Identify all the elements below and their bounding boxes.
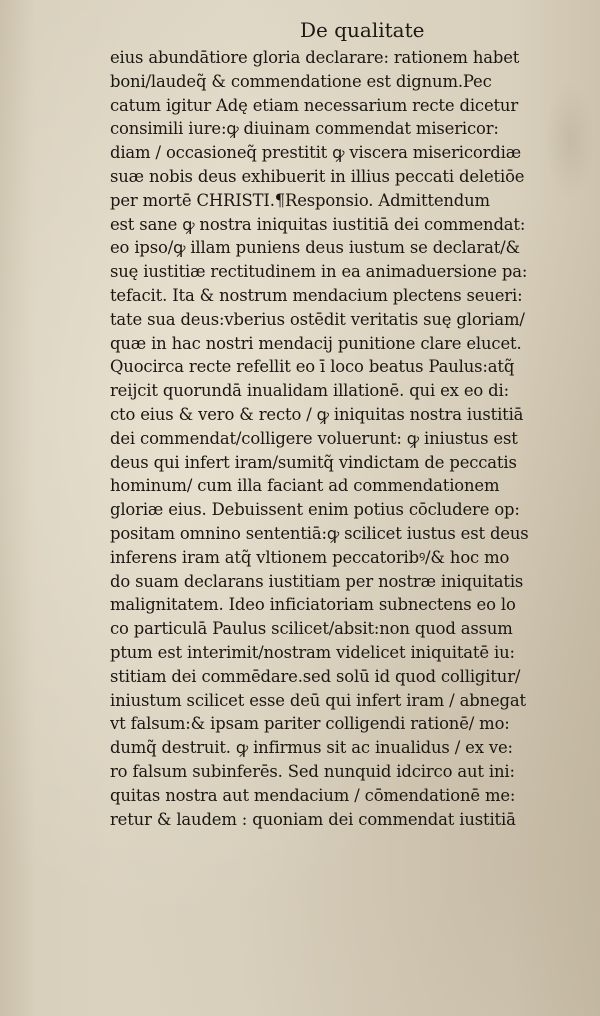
- text-line: suæ nobis deus exhibuerit in illius peccati deletiōe: [110, 166, 525, 186]
- text-line: inferens iram atq̃ vltionem peccatoribꝰ/& hoc mo: [110, 547, 510, 567]
- text-line: quæ in hac nostri mendacij punitione clare elucet.: [110, 333, 522, 353]
- text-line: do suam declarans iustitiam per nostræ iniquitatis: [110, 571, 524, 591]
- text-line: suę iustitiæ rectitudinem in ea animaduersione pa:: [110, 262, 528, 282]
- text-line: cto eius & vero & recto / ꝙ iniquitas nostra iustitiā: [110, 404, 524, 424]
- text-line: hominum/ cum illa faciant ad commendationem: [110, 476, 500, 496]
- text-line: boni/laudeq̃ & commendatione est dignum.Pec: [110, 71, 492, 91]
- text-line: retur & laudem : quoniam dei commendat iustitiā: [110, 809, 516, 829]
- text-line: vt falsum:& ipsam pariter colligendi rationē/ mo:: [110, 714, 510, 734]
- text-line: iniustum scilicet esse deū qui infert iram / abnegat: [110, 690, 526, 710]
- text-line: ro falsum subinferēs. Sed nunquid idcirco aut ini:: [110, 761, 515, 781]
- text-line: tefacit. Ita & nostrum mendacium plectens seueri:: [110, 285, 523, 305]
- text-line: gloriæ eius. Debuissent enim potius cōcludere op:: [110, 500, 520, 520]
- text-line: quitas nostra aut mendacium / cōmendationē me:: [110, 785, 516, 805]
- text-line: diam / occasioneq̃ prestitit ꝙ viscera misericordiæ: [110, 143, 521, 163]
- running-head: De qualitate: [300, 18, 425, 42]
- text-line: consimili iure:ꝙ diuinam commendat misericor:: [110, 119, 499, 139]
- text-line: co particulā Paulus scilicet/absit:non quod assum: [110, 619, 513, 639]
- text-line: Quocirca recte refellit eo ī loco beatus Paulus:atq̃: [110, 357, 515, 377]
- text-line: eius abundātiore gloria declarare: rationem habet: [110, 48, 520, 67]
- text-line: dumq̃ destruit. ꝙ infirmus sit ac inualidus / ex ve:: [110, 738, 513, 758]
- text-line: per mortē CHRISTI.¶Responsio. Admittendum: [110, 190, 490, 210]
- text-line: malignitatem. Ideo inficiatoriam subnectens eo lo: [110, 595, 516, 615]
- text-line: dei commendat/colligere voluerunt: ꝙ iniustus est: [110, 428, 518, 448]
- text-line: est sane ꝙ nostra iniquitas iustitiā dei commendat:: [110, 214, 526, 234]
- text-line: stitiam dei commēdare.sed solū id quod colligitur/: [110, 666, 521, 686]
- text-line: tate sua deus:vberius ostēdit veritatis suę gloriam/: [110, 309, 525, 329]
- text-line: catum igitur Adę etiam necessarium recte dicetur: [110, 95, 519, 115]
- text-line: deus qui infert iram/sumitq̃ vindictam de peccatis: [110, 452, 517, 472]
- text-line: positam omnino sententiā:ꝙ scilicet iustus est deus: [110, 523, 529, 543]
- text-block: [110, 46, 578, 831]
- text-line: reijcit quorundā inualidam illationē. qui ex eo di:: [110, 381, 509, 401]
- text-line: eo ipso/ꝙ illam puniens deus iustum se declarat/&: [110, 238, 520, 258]
- text-line: ptum est interimit/nostram videlicet iniquitatē iu:: [110, 642, 515, 662]
